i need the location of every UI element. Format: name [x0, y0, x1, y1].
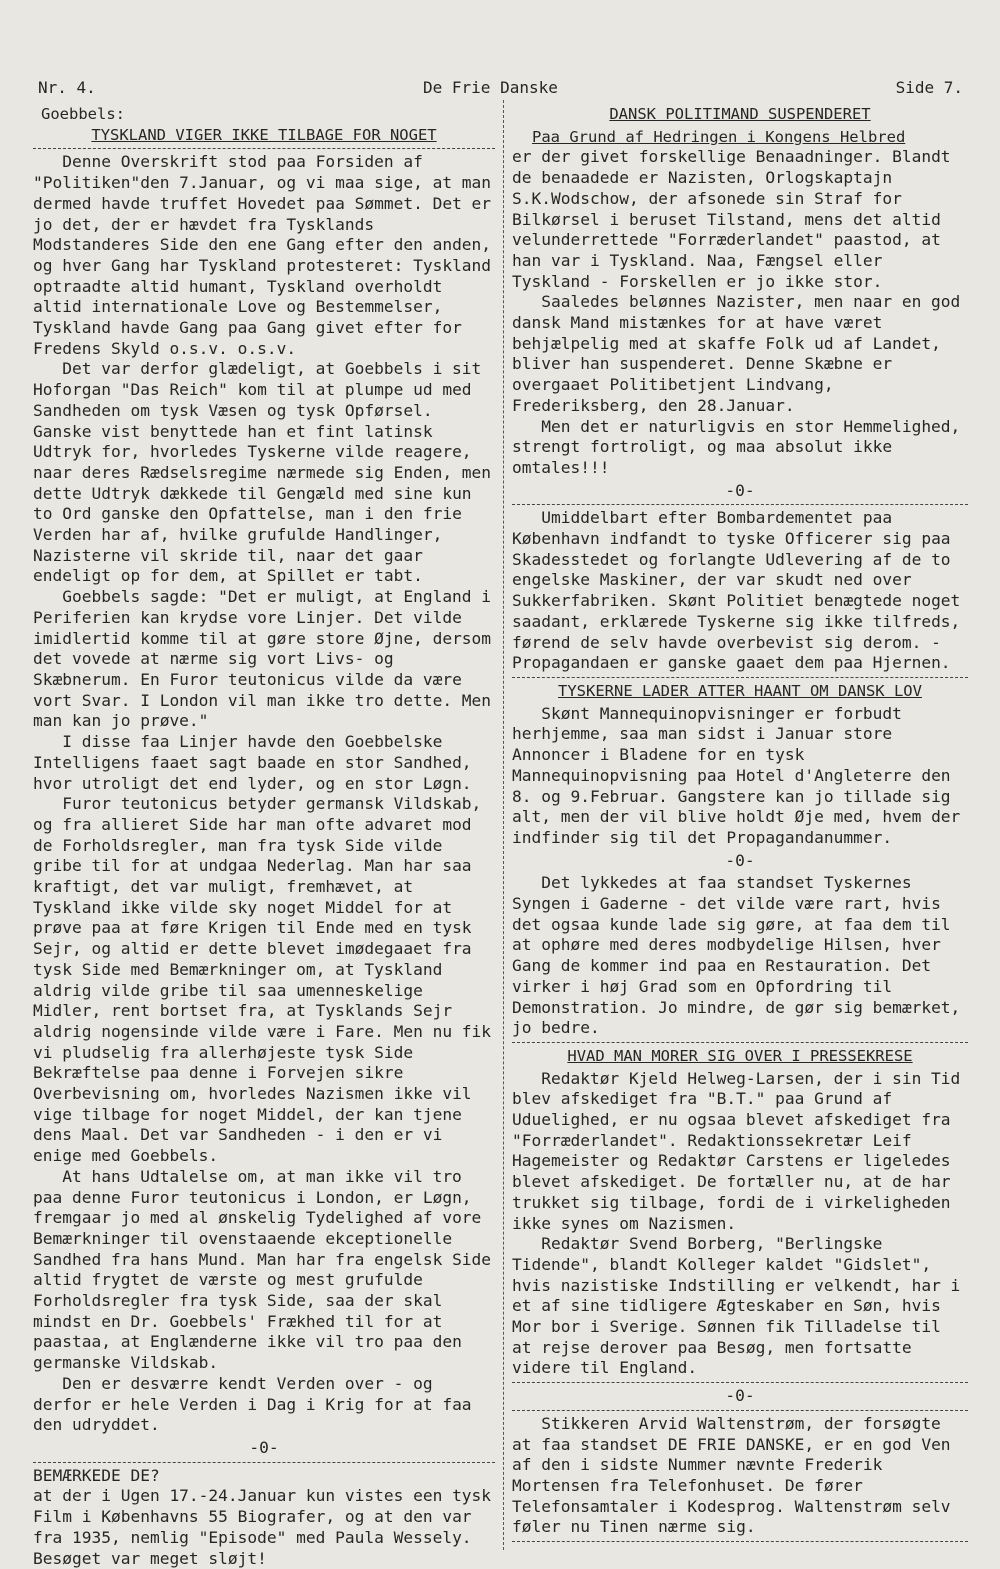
paragraph: Saaledes belønnes Nazister, men naar en god dansk Mand mistænkes for at have været behjælpelig med at skaffe Folk ud af Landet, bliver han suspenderet. Denne Skæbne er overgaaet Politibetjent Lindvang, Frederiksberg, den 28.Januar.	[512, 292, 961, 415]
section-separator: -0-	[725, 1386, 755, 1406]
article-subhead: Paa Grund af Hedringen i Kongens Helbred	[532, 127, 906, 146]
paragraph: er der givet forskellige Benaadninger. Blandt de benaadede er Nazisten, Orlogskaptajn S.K.Wodschow, der afsonede sin Straf for Bilkørsel i beruset Tilstand, mens det altid velunderrettede "Forræderlandet" paastod, at han var i Tyskland. Naa, Fængsel eller Tyskland - Forskellen er jo ikke stor.	[512, 147, 951, 291]
right-column	[512, 104, 968, 1545]
page-number: Side 7.	[895, 78, 963, 97]
paragraph: I disse faa Linjer havde den Goebbelske Intelligens faaet sagt baade en stor Sandhed, hvor utroligt det end lyder, og en stor Løgn.	[33, 732, 472, 793]
rule	[512, 1541, 968, 1542]
article-headline: HVAD MAN MORER SIG OVER I PRESSEKRESE	[567, 1046, 913, 1065]
paragraph: Umiddelbart efter Bombardementet paa København indfandt to tyske Officerer sig paa Skadesstedet og forlangte Udlevering af de to engelske Maskiner, der var skudt ned over Sukkerfabriken. Skønt Politiet benægtede noget saadant, erklærede Tyskerne sig ikke tilfreds, førend de selv havde overbevist sig derom. - Propagandaen er ganske gaaet dem paa Hjernen.	[512, 508, 961, 673]
paragraph: Den er desværre kendt Verden over - og derfor er hele Verden i Dag i Krig for at faa den udryddet.	[33, 1373, 472, 1435]
note-label: BEMÆRKEDE DE?	[33, 1465, 160, 1485]
article-headline: TYSKLAND VIGER IKKE TILBAGE FOR NOGET	[91, 125, 437, 144]
rule	[33, 148, 495, 149]
paragraph: Det lykkedes at faa standset Tyskernes Syngen i Gaderne - det vilde være rart, hvis det ogsaa kunde lade sig gøre, at faa dem til at ophøre med deres modbydelige Hilsen, hver Gang de kommer ind paa en Restauration. Det virker i høj Grad som en Opfordring til Demonstration. Jo mindre, de gør sig bemærket, jo bedre.	[512, 873, 961, 1038]
article-headline: TYSKERNE LADER ATTER HAANT OM DANSK LOV	[558, 681, 922, 700]
rule	[512, 1042, 968, 1043]
article-kicker: Goebbels:	[41, 105, 125, 123]
rule	[512, 504, 968, 505]
section-separator: -0-	[249, 1438, 279, 1457]
paragraph: Redaktør Kjeld Helweg-Larsen, der i sin Tid blev afskediget fra "B.T." paa Grund af Uduelighed, er nu ogsaa blevet afskediget fra "Forræderlandet". Redaktionssekretær Leif Hagemeister og Redaktør Carstens er ligeledes blevet afskediget. De fortæller nu, at de har trukket sig tilbage, fordi de i virkeligheden ikke synes om Nazismen.	[512, 1068, 961, 1233]
paragraph: Stikkeren Arvid Waltenstrøm, der forsøgte at faa standset DE FRIE DANSKE, er en god Ven af den i sidste Nummer nævnte Frederik Mortensen fra Telefonhuset. De fører Telefonsamtaler i Kodesprog. Waltenstrøm selv føler nu Tinen nærme sig.	[512, 1413, 951, 1537]
paragraph: Denne Overskrift stod paa Forsiden af "Politiken"den 7.Januar, og vi maa sige, at man dermed havde truffet Hovedet paa Sømmet. Det er jo det, der er hævdet fra Tysklands Modstanderes Side den ene Gang efter den anden, og hver Gang har Tyskland protesteret: Tyskland optraadte altid humant, Tyskland overholdt altid internationale Love og Bestemmelser, Tyskland havde Gang paa Gang givet efter for Fredens Skyld o.s.v. o.s.v.	[33, 152, 492, 358]
paragraph: Redaktør Svend Borberg, "Berlingske Tidende", blandt Kolleger kaldet "Gidslet", hvis nazistiske Indstilling er velkendt, har i et af sine tidligere Ægteskaber en Søn, hvis Mor bor i Sverige. Sønnen fik Tilladelse til at rejse derover paa Besøg, men fortsatte videre til England.	[512, 1234, 961, 1378]
page-header	[38, 78, 963, 102]
paragraph: Det var derfor glædeligt, at Goebbels i sit Hoforgan "Das Reich" kom til at plumpe ud med Sandheden om tysk Væsen og tysk Opførsel. Ganske vist benyttede han et fint latinsk Udtryk for, hvorledes Tyskerne vilde reagere, naar deres Rædselsregime nærmede sig Enden, men dette Udtryk dækkede til Gengæld med sine kun to Ord ganske den Opfattelse, man i den frie Verden har af, hvilke grufulde Handlinger, Nazisterne vil skride til, naar det gaar endeligt op for dem, at Spillet er tabt.	[33, 359, 492, 586]
article-body	[33, 152, 495, 1436]
rule	[33, 1462, 495, 1463]
left-column	[33, 104, 495, 1569]
article-headline: DANSK POLITIMAND SUSPENDERET	[609, 105, 871, 123]
rule	[512, 1382, 968, 1383]
rule	[512, 677, 968, 678]
column-divider	[503, 100, 504, 1550]
paragraph: Men det er naturligvis en stor Hemmelighed, strengt fortroligt, og maa absolut ikke omtales!!!	[512, 416, 961, 477]
note-text: at der i Ugen 17.-24.Januar kun vistes een tysk Film i Københavns 55 Biografer, og at den var fra 1935, nemlig "Episode" med Paula Wessely. Besøget var meget sløjt!	[33, 1486, 492, 1568]
rule	[512, 1410, 968, 1411]
paragraph: Goebbels sagde: "Det er muligt, at England i Periferien kan krydse vore Linjer. Det vilde imidlertid komme til at gøre store Øjne, dersom det vovede at nærme sig vort Livs- og Skæbnerum. En Furor teutonicus vilde da være vort Svar. I London vil man ikke tro dette. Men man kan jo prøve."	[33, 587, 492, 731]
paragraph: At hans Udtalelse om, at man ikke vil tro paa denne Furor teutonicus i London, er Løgn, fremgaar jo med al ønskelig Tydelighed af vore Bemærkninger til ovenstaaende ekceptionelle Sandhed fra hans Mund. Man har fra engelsk Side altid frygtet de værste og mest grufulde Forholdsregler fra tysk Side, saa der skal mindst en Dr. Goebbels' Frækhed til for at paastaa, at Englænderne ikke vil tro paa den germanske Vildskab.	[33, 1166, 492, 1373]
publication-title: De Frie Danske	[423, 78, 558, 97]
issue-number: Nr. 4.	[38, 78, 96, 97]
paragraph: Furor teutonicus betyder germansk Vildskab, og fra allieret Side har man ofte advaret mod de Forholdsregler, man fra tysk Side vilde gribe til for at undgaa Nederlag. Man har saa kraftigt, det var muligt, fremhævet, at Tyskland ikke vilde sky noget Middel for at prøve paa at føre Krigen til Ende med en tysk Sejr, og altid er dette blevet imødegaaet fra tysk Side med Bemærkninger om, at Tyskland aldrig vilde gribe til saa umenneskelige Midler, rent bortset fra, at Tysklands Sejr aldrig nogensinde vilde være i Fare. Men nu fik vi pludselig fra allerhøjeste tysk Side Bekræftelse paa denne i Forvejen sikre Overbevisning om, hvorledes Nazismen ikke vil vige tilbage for noget Middel, der kan tjene dens Maal. Det var Sandheden - i den er vi enige med Goebbels.	[33, 794, 492, 1166]
section-separator: -0-	[725, 850, 755, 870]
paragraph: Skønt Mannequinopvisninger er forbudt herhjemme, saa man sidst i Januar store Annoncer i Bladene for en tysk Mannequinopvisning paa Hotel d'Angleterre den 8. og 9.Februar. Gangstere kan jo tillade sig alt, men der vil blive holdt Øje med, hvem der indfinder sig til det Propagandanummer.	[512, 703, 961, 847]
section-separator: -0-	[725, 480, 755, 500]
